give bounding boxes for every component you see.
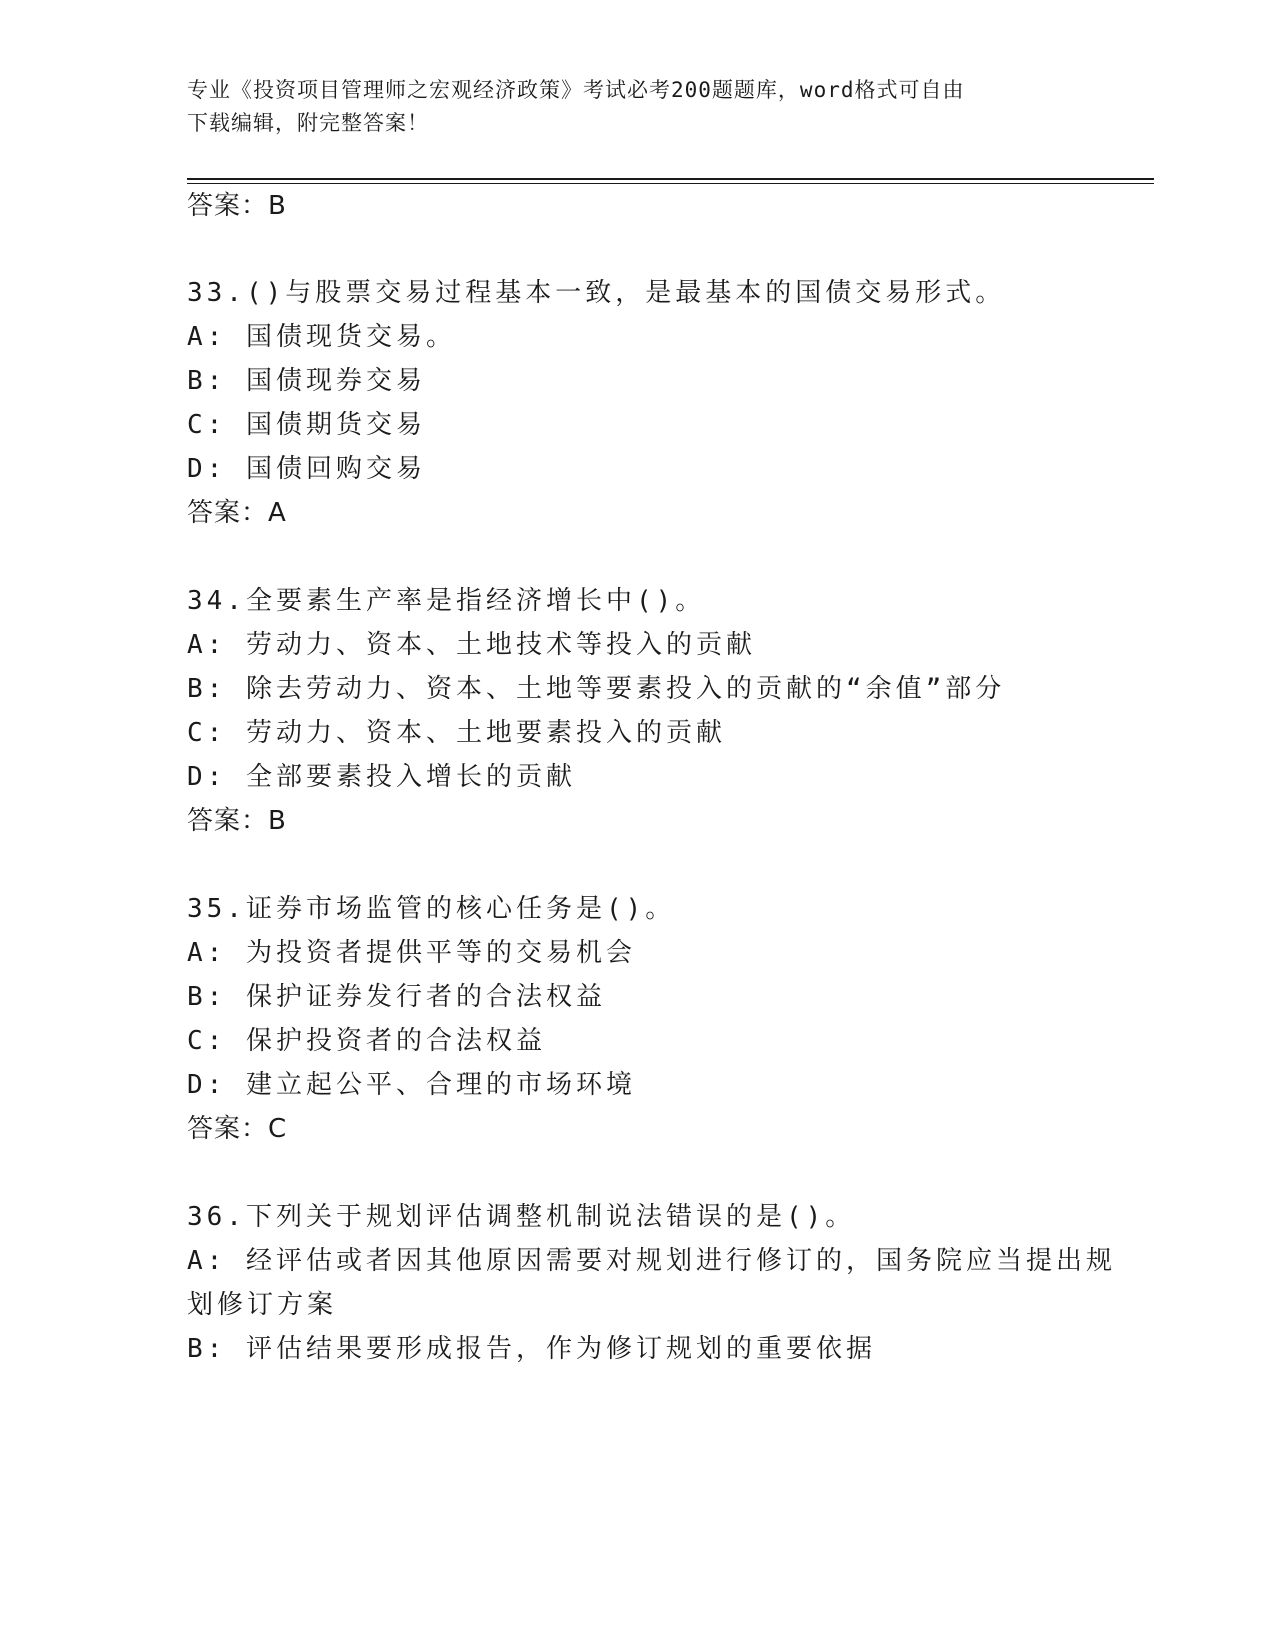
q35-option-c: C: 保护投资者的合法权益 bbox=[187, 1026, 546, 1056]
q34-option-c: C: 劳动力、资本、土地要素投入的贡献 bbox=[187, 718, 726, 748]
q33-option-d: D: 国债回购交易 bbox=[187, 454, 426, 484]
q33-option-a: A: 国债现货交易。 bbox=[187, 322, 456, 352]
q33-option-c: C: 国债期货交易 bbox=[187, 410, 426, 440]
header-line-1: 专业《投资项目管理师之宏观经济政策》考试必考200题题库，word格式可自由 bbox=[187, 78, 965, 102]
question-35: 35.证券市场监管的核心任务是()。 bbox=[187, 894, 676, 924]
header-line-2: 下载编辑，附完整答案！ bbox=[187, 111, 429, 135]
q33-answer: 答案：A bbox=[187, 498, 287, 528]
q34-answer: 答案：B bbox=[187, 806, 287, 836]
q36-option-a-continued: 划修订方案 bbox=[187, 1290, 338, 1320]
q35-option-a: A: 为投资者提供平等的交易机会 bbox=[187, 938, 636, 968]
q36-option-a: A: 经评估或者因其他原因需要对规划进行修订的，国务院应当提出规 bbox=[187, 1246, 1116, 1276]
question-33: 33.()与股票交易过程基本一致，是最基本的国债交易形式。 bbox=[187, 278, 1006, 308]
q34-option-b: B: 除去劳动力、资本、土地等要素投入的贡献的“余值”部分 bbox=[187, 674, 1006, 704]
answer-previous: 答案：B bbox=[187, 191, 287, 221]
question-34: 34.全要素生产率是指经济增长中()。 bbox=[187, 586, 706, 616]
document-header bbox=[187, 74, 1087, 140]
q35-option-d: D: 建立起公平、合理的市场环境 bbox=[187, 1070, 636, 1100]
q35-answer: 答案：C bbox=[187, 1114, 288, 1144]
header-rule-thin bbox=[187, 183, 1154, 184]
q33-option-b: B: 国债现券交易 bbox=[187, 366, 426, 396]
question-36: 36.下列关于规划评估调整机制说法错误的是()。 bbox=[187, 1202, 856, 1232]
q34-option-a: A: 劳动力、资本、土地技术等投入的贡献 bbox=[187, 630, 756, 660]
q35-option-b: B: 保护证券发行者的合法权益 bbox=[187, 982, 606, 1012]
q34-option-d: D: 全部要素投入增长的贡献 bbox=[187, 762, 576, 792]
q36-option-b: B: 评估结果要形成报告，作为修订规划的重要依据 bbox=[187, 1334, 876, 1364]
header-rule-thick bbox=[187, 178, 1154, 180]
